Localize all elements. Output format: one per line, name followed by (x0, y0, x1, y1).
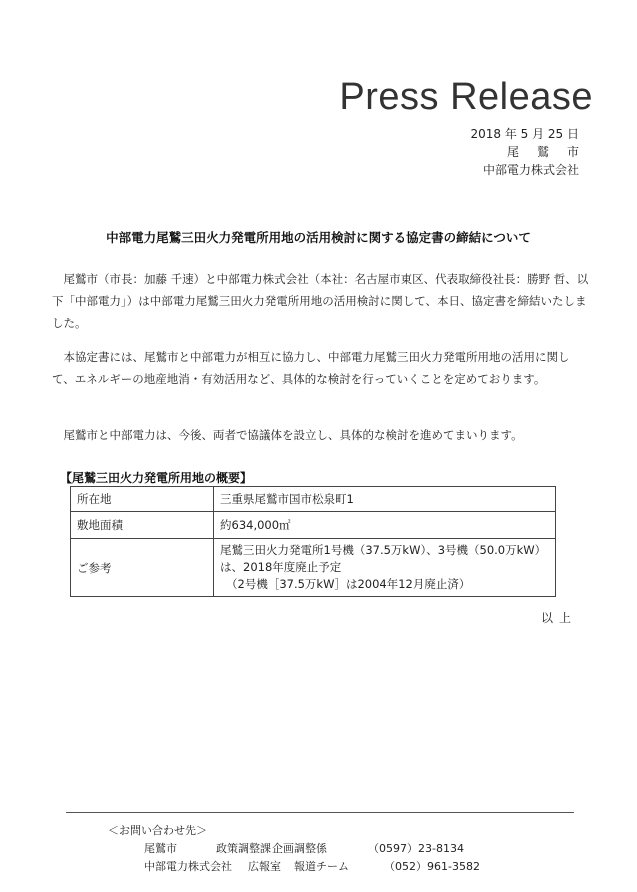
reference-line-3: （2号機［37.5万kW］は2004年12月廃止済） (226, 577, 471, 591)
reference-line-2: は、2018年度廃止予定 (220, 560, 342, 574)
contact-block (108, 822, 480, 876)
release-date: 2018 年 5 月 25 日 (470, 127, 579, 141)
contact-phone: （0597）23-8134 (368, 842, 464, 855)
reference-line-1: 尾鷲三田火力発電所1号機（37.5万kW）、3号機（50.0万kW） (220, 543, 547, 557)
paragraph-content: 本協定書には、尾鷲市と中部電力が相互に協力し、中部電力尾鷲三田火力発電所用地の活用に関して、エネルギーの地産地消・有効活用など、具体的な検討を行っていくことを定めております。 (52, 350, 570, 386)
issuer-city: 尾鷲市 (506, 145, 597, 159)
reference-value (214, 539, 556, 597)
table-row (71, 512, 556, 539)
issuer-block (470, 125, 597, 179)
contact-phone: （052）961-3582 (384, 860, 480, 873)
paragraph-next-steps: 尾鷲市と中部電力は、今後、両者で協議体を設立し、具体的な検討を進めてまいります。 (63, 428, 523, 442)
table-row (71, 539, 556, 597)
location-label: 所在地 (71, 487, 214, 512)
document-headline: 中部電力尾鷲三田火力発電所用地の活用検討に関する協定書の締結について (106, 230, 531, 245)
footer-divider (66, 812, 574, 813)
press-release-title: Press Release (339, 76, 593, 118)
contact-dept: 政策調整課 (216, 842, 271, 855)
paragraph-agreement: 尾鷲市（市長：加藤 千速）と中部電力株式会社（本社：名古屋市東区、代表取締役社長：勝野 哲、以下「中部電力」）は中部電力尾鷲三田火力発電所用地の活用検討に関して、本日、協定書を締結いたしました。 (52, 272, 589, 330)
contact-team: 企画調整係 (272, 842, 327, 855)
contact-row-city (108, 840, 480, 858)
table-row (71, 487, 556, 512)
contact-team: 報道チーム (294, 860, 349, 873)
contact-org: 中部電力株式会社 (144, 860, 232, 873)
location-value: 三重県尾鷲市国市松泉町1 (214, 487, 556, 512)
contact-org: 尾鷲市 (144, 842, 177, 855)
reference-label: ご参考 (71, 539, 214, 597)
site-summary-table (70, 486, 556, 597)
contact-row-company (108, 858, 480, 876)
contact-dept: 広報室 (248, 860, 281, 873)
contact-title: ＜お問い合わせ先＞ (108, 824, 207, 837)
closing-mark: 以上 (540, 611, 577, 625)
area-value: 約634,000㎡ (214, 512, 556, 539)
area-label: 敷地面積 (71, 512, 214, 539)
issuer-company: 中部電力株式会社 (482, 163, 579, 177)
site-summary-heading: 【尾鷲三田火力発電所用地の概要】 (60, 471, 253, 485)
